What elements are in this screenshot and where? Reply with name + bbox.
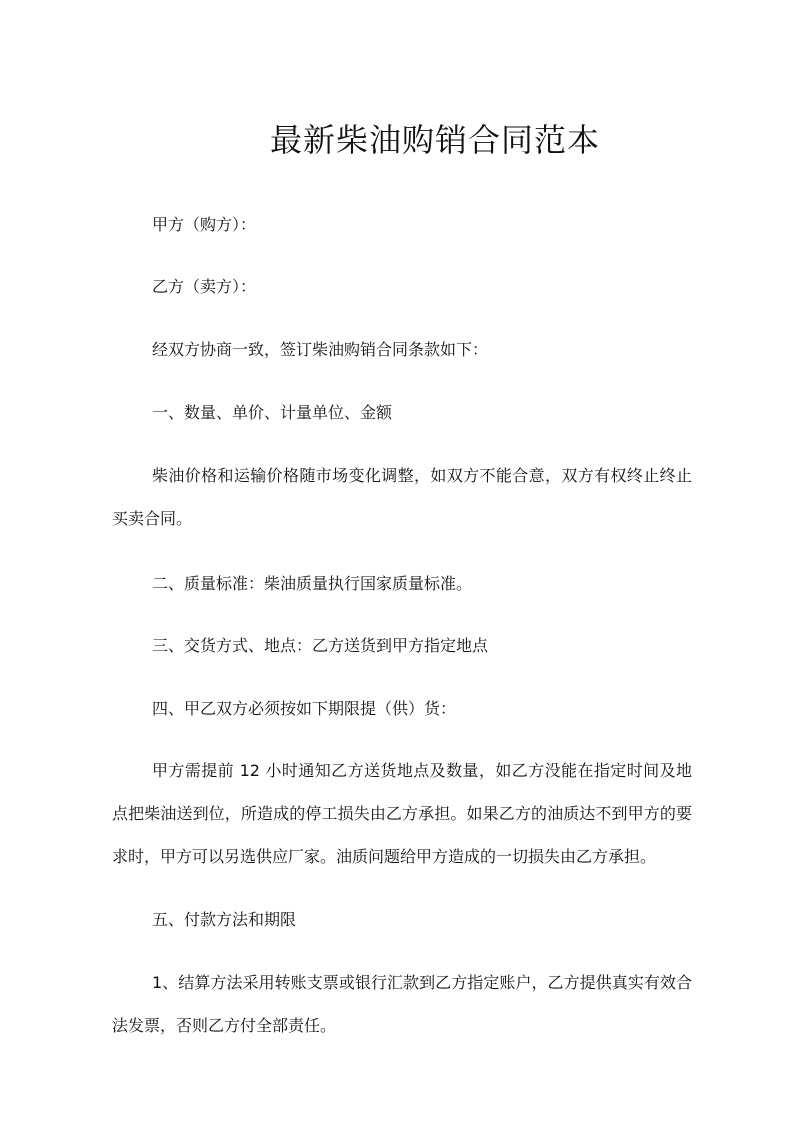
agreement-intro: 经双方协商一致，签订柴油购销合同条款如下： — [152, 340, 489, 359]
section-4-body: 甲方需提前 12 小时通知乙方送货地点及数量，如乙方没能在指定时间及地点把柴油送到位，所造成的停工损失由乙方承担。如果乙方的油质达不到甲方的要求时，甲方可以另选供应厂家。油质问题给甲方造成的一切损失由乙方承担。 — [112, 761, 692, 866]
document-title: 最新柴油购销合同范本 — [269, 121, 600, 159]
section-1-heading: 一、数量、单价、计量单位、金额 — [152, 403, 393, 422]
section-4-heading: 四、甲乙双方必须按如下期限提（供）货： — [152, 699, 457, 718]
section-5-item-1: 1、结算方法采用转账支票或银行汇款到乙方指定账户，乙方提供真实有效合法发票，否则乙方付全部责任。 — [112, 973, 692, 1035]
section-1-body: 柴油价格和运输价格随市场变化调整，如双方不能合意，双方有权终止终止买卖合同。 — [112, 466, 692, 528]
section-3-heading: 三、交货方式、地点：乙方送货到甲方指定地点 — [152, 636, 489, 655]
party-b-line: 乙方（卖方）： — [152, 277, 257, 296]
section-5-heading: 五、付款方法和期限 — [152, 910, 297, 929]
party-a-line: 甲方（购方）： — [152, 215, 257, 234]
section-2-heading: 二、质量标准：柴油质量执行国家质量标准。 — [152, 574, 473, 593]
